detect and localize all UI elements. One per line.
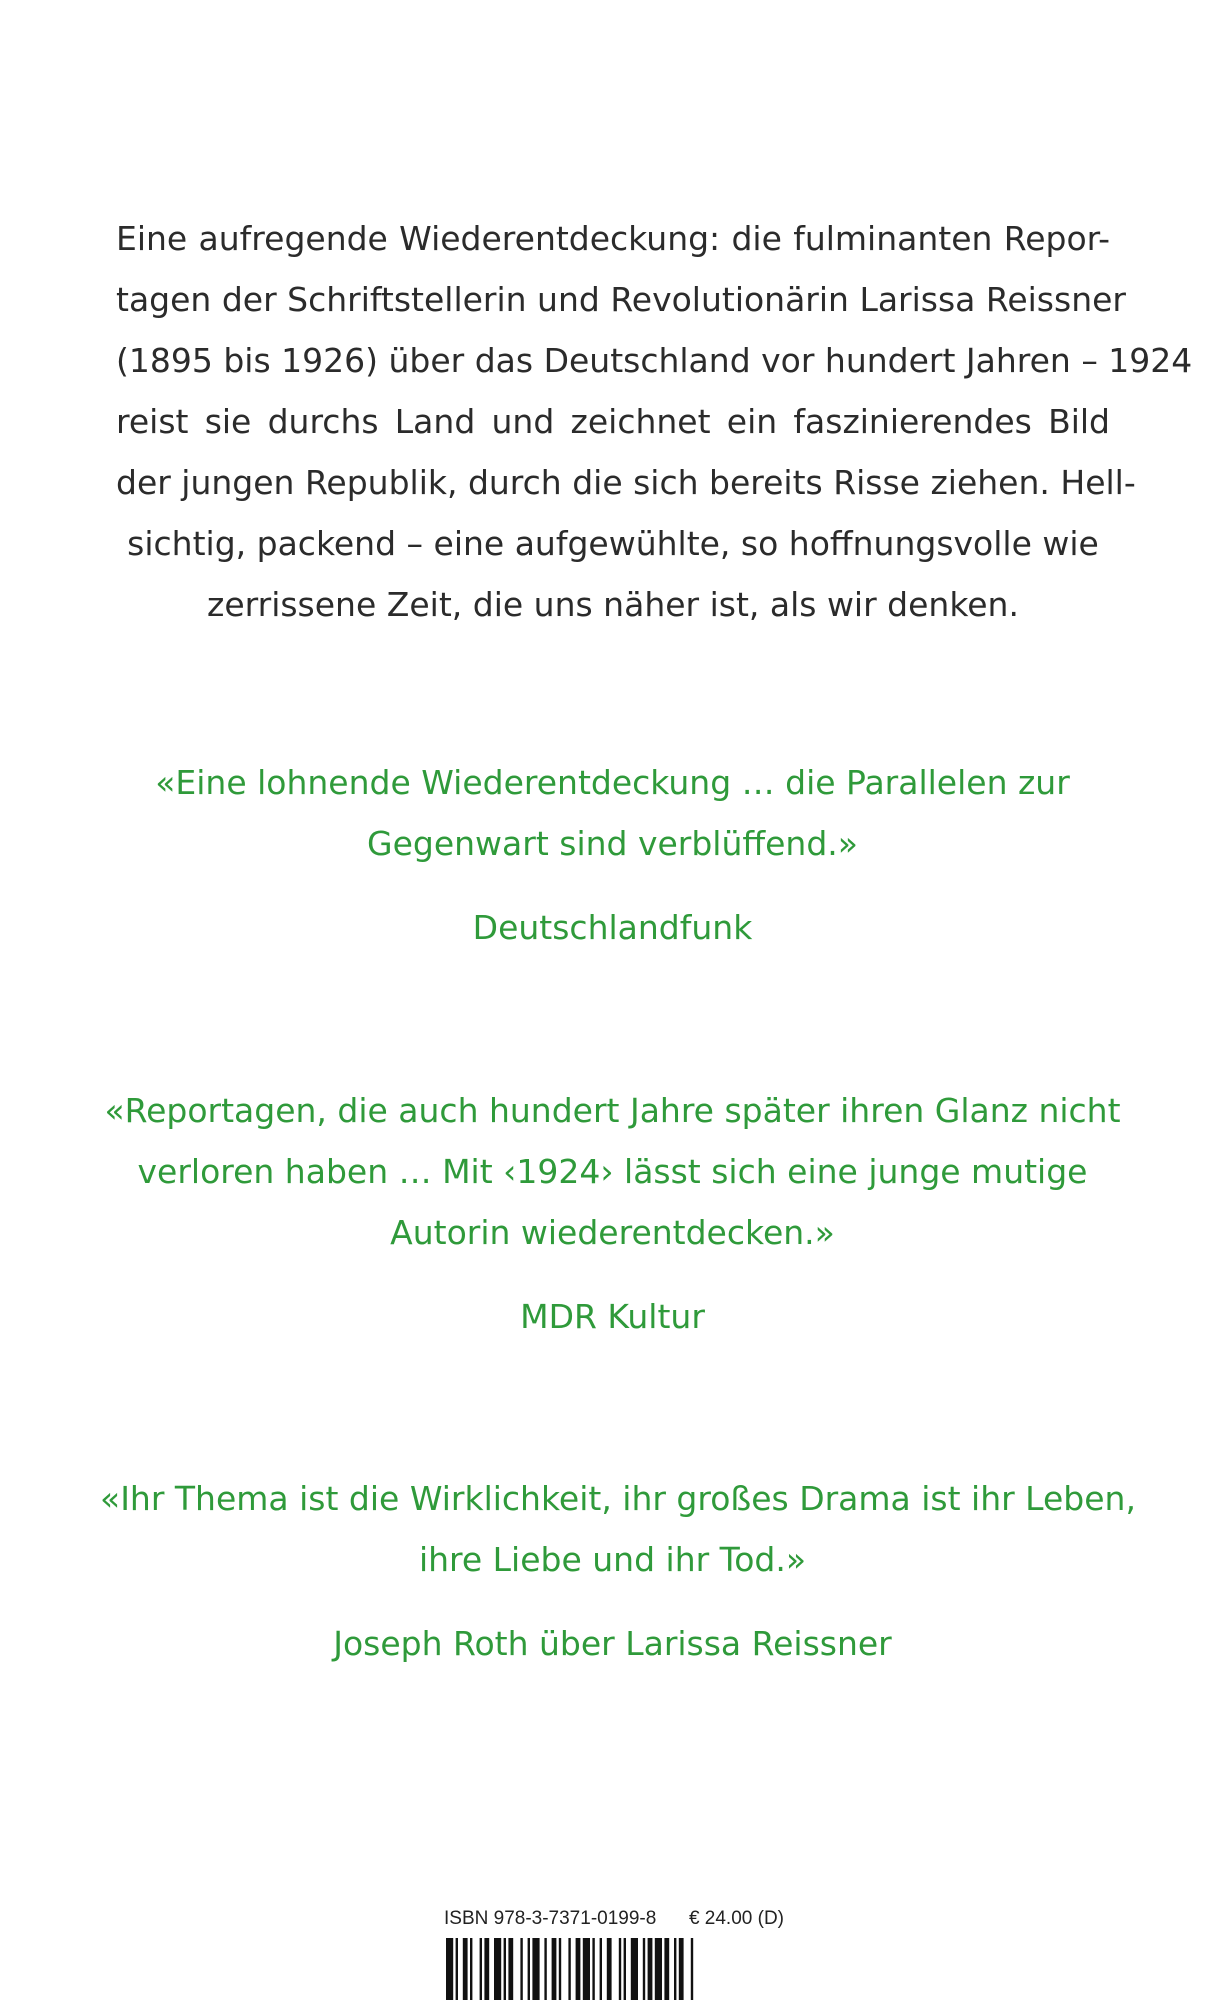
barcode-bar <box>619 1938 621 2000</box>
isbn-number: ISBN 978-3-7371-0199-8 <box>444 1908 657 1929</box>
barcode-bar <box>631 1938 638 2000</box>
barcode-bar <box>624 1938 626 2000</box>
barcode-bar <box>456 1938 458 2000</box>
barcode-bar <box>607 1938 612 2000</box>
quote-line: Gegenwart sind verblüffend.» <box>367 824 858 863</box>
blurb-line: der jungen Republik, durch die sich bereits Risse ziehen. Hell- <box>116 463 1136 502</box>
blurb-line: (1895 bis 1926) über das Deutschland vor hundert Jahren – 1924 <box>116 341 1193 380</box>
review-quote-deutschlandfunk <box>100 752 1125 874</box>
barcode-bar <box>446 1938 453 2000</box>
barcode-bar <box>691 1938 693 2000</box>
barcode-bar <box>552 1938 557 2000</box>
quote-line: Autorin wiederentdecken.» <box>390 1213 835 1252</box>
barcode-bar <box>494 1938 501 2000</box>
barcode-bar <box>520 1938 522 2000</box>
price-label: € 24.00 (D) <box>688 1908 784 1929</box>
blurb-line: Eine aufregende Wiederentdeckung: die fulminanten Repor- <box>116 219 1110 258</box>
barcode-bar <box>470 1938 472 2000</box>
barcode-bar <box>528 1938 530 2000</box>
barcode-bar <box>532 1938 539 2000</box>
review-source-mdr-kultur: MDR Kultur <box>520 1297 705 1336</box>
quote-line: «Ihr Thema ist die Wirklichkeit, ihr großes Drama ist ihr Leben, <box>100 1479 1136 1518</box>
blurb-line: zerrissene Zeit, die uns näher ist, als wir denken. <box>207 585 1019 624</box>
barcode-bar <box>504 1938 506 2000</box>
barcode-bar <box>664 1938 669 2000</box>
barcode-bar <box>674 1938 676 2000</box>
barcode-bar <box>508 1938 513 2000</box>
barcode-bar <box>648 1938 653 2000</box>
barcode-bar <box>600 1938 602 2000</box>
quote-line: ihre Liebe und ihr Tod.» <box>418 1540 807 1579</box>
barcode-bar <box>484 1938 489 2000</box>
review-quote-mdr-kultur <box>100 1080 1125 1263</box>
review-quote-joseph-roth <box>100 1468 1136 1590</box>
barcode-bar <box>679 1938 684 2000</box>
barcode-bar <box>655 1938 662 2000</box>
barcode-bar <box>643 1938 645 2000</box>
barcode-bar <box>559 1938 561 2000</box>
barcode-bar <box>480 1938 482 2000</box>
barcode-bar <box>576 1938 581 2000</box>
isbn-price-row <box>444 1908 784 1930</box>
review-source-deutschlandfunk: Deutschlandfunk <box>472 908 753 947</box>
quote-line: «Eine lohnende Wiederentdeckung … die Parallelen zur <box>155 763 1070 802</box>
review-source-joseph-roth: Joseph Roth über Larissa Reissner <box>333 1624 892 1663</box>
quote-line: «Reportagen, die auch hundert Jahre später ihren Glanz nicht <box>104 1091 1121 1130</box>
blurb-line: reist sie durchs Land und zeichnet ein faszinierendes Bild <box>116 402 1110 441</box>
barcode-bar <box>463 1938 468 2000</box>
blurb-line: sichtig, packend – eine aufgewühlte, so hoffnungsvolle wie <box>127 524 1099 563</box>
barcode-bar <box>583 1938 590 2000</box>
barcode-bar <box>592 1938 594 2000</box>
blurb-line: tagen der Schriftstellerin und Revolutionärin Larissa Reissner <box>116 280 1126 319</box>
blurb-text <box>116 208 1193 635</box>
barcode-icon <box>446 1938 778 2000</box>
quote-line: verloren haben … Mit ‹1924› lässt sich eine junge mutige <box>137 1152 1088 1191</box>
barcode-bar <box>544 1938 546 2000</box>
barcode-bar <box>568 1938 570 2000</box>
